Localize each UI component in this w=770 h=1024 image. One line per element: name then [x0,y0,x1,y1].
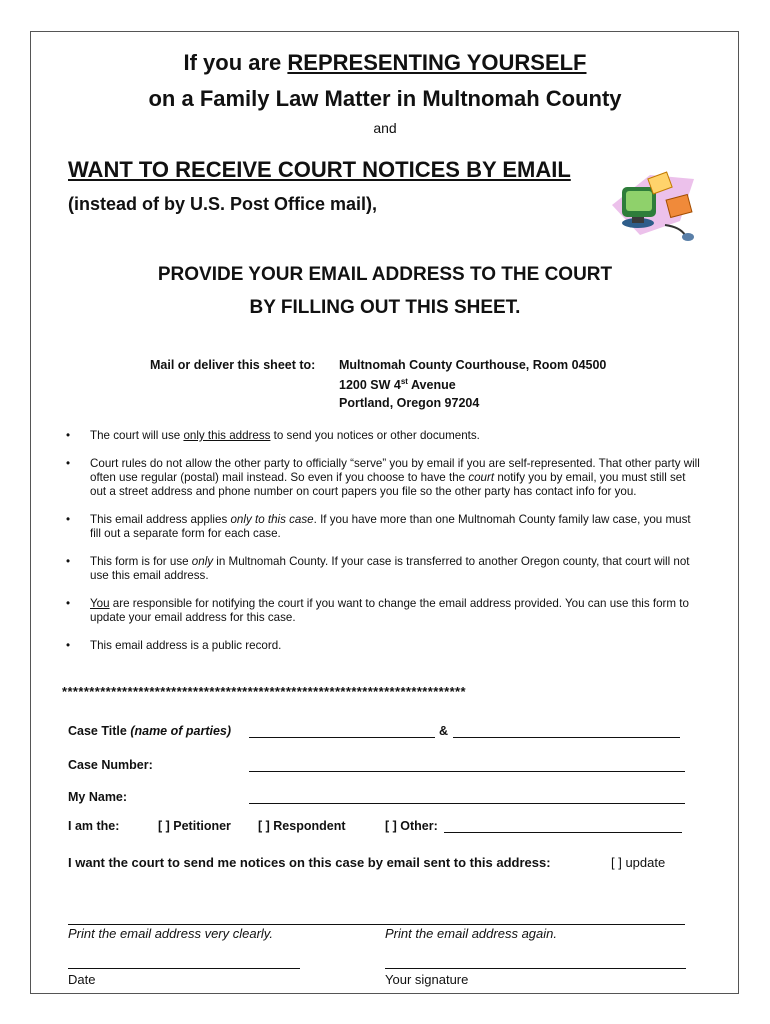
signature-field[interactable] [385,968,686,969]
list-item: • Court rules do not allow the other party to officially “serve” you by email if you are self-represented. That other party will often use regular (postal) mail instead. So even if you choose to have the court notify you by email, you must still set out a street address and phone number on court papers you file so the other party has contact info for you. [66,457,700,498]
other-field[interactable] [444,832,682,833]
date-field[interactable] [68,968,300,969]
respondent-checkbox[interactable]: [ ] Respondent [258,819,346,833]
case-title-label: Case Title (name of parties) [68,724,232,738]
divider-stars: ************************************************************************** [62,684,466,699]
mail-label: Mail or deliver this sheet to: [150,358,316,372]
update-checkbox[interactable]: [ ] update [611,855,666,870]
date-label: Date [68,972,96,987]
email-caption-1: Print the email address very clearly. [68,926,273,941]
address-line-3: Portland, Oregon 97204 [339,396,480,410]
case-title-party2-field[interactable] [453,737,680,738]
heading-line-2: on a Family Law Matter in Multnomah County [148,86,622,111]
email-caption-2: Print the email address again. [385,926,557,941]
list-item: • The court will use only this address to send you notices or other documents. [66,429,480,442]
heading-emphasis: REPRESENTING YOURSELF [287,50,587,75]
computer-email-icon [610,165,700,247]
case-number-label: Case Number: [68,758,153,772]
heading-line-1: If you are REPRESENTING YOURSELF [183,50,587,75]
address-line-2: 1200 SW 4st Avenue [339,377,456,393]
case-number-field[interactable] [249,771,685,772]
other-checkbox[interactable]: [ ] Other: [385,819,438,833]
case-title-party1-field[interactable] [249,737,435,738]
ampersand: & [439,724,449,738]
my-name-field[interactable] [249,803,685,804]
email-field[interactable] [68,924,685,925]
instruction-line-1: PROVIDE YOUR EMAIL ADDRESS TO THE COURT [157,264,613,285]
list-item: • You are responsible for notifying the court if you want to change the email address provided. You can use this form to update your email address for this case. [66,597,689,624]
list-item: • This form is for use only in Multnomah County. If your case is transferred to another Oregon county, that court will not use this email address. [66,555,690,582]
instruction-line-2: BY FILLING OUT THIS SHEET. [249,297,521,318]
iam-label: I am the: [68,819,120,833]
list-item: • This email address is a public record. [66,639,282,652]
heading-instead: (instead of by U.S. Post Office mail), [68,194,378,214]
bullet-list [66,429,700,667]
email-request-label: I want the court to send me notices on this case by email sent to this address: [68,855,551,870]
petitioner-checkbox[interactable]: [ ] Petitioner [158,819,231,833]
heading-and: and [373,120,397,136]
list-item: • This email address applies only to this case. If you have more than one Multnomah County family law case, you must fill out a separate form for each case. [66,513,691,540]
my-name-label: My Name: [68,790,128,804]
heading-want-email: WANT TO RECEIVE COURT NOTICES BY EMAIL [68,157,571,182]
address-line-1: Multnomah County Courthouse, Room 04500 [339,358,607,372]
signature-label: Your signature [385,972,469,987]
